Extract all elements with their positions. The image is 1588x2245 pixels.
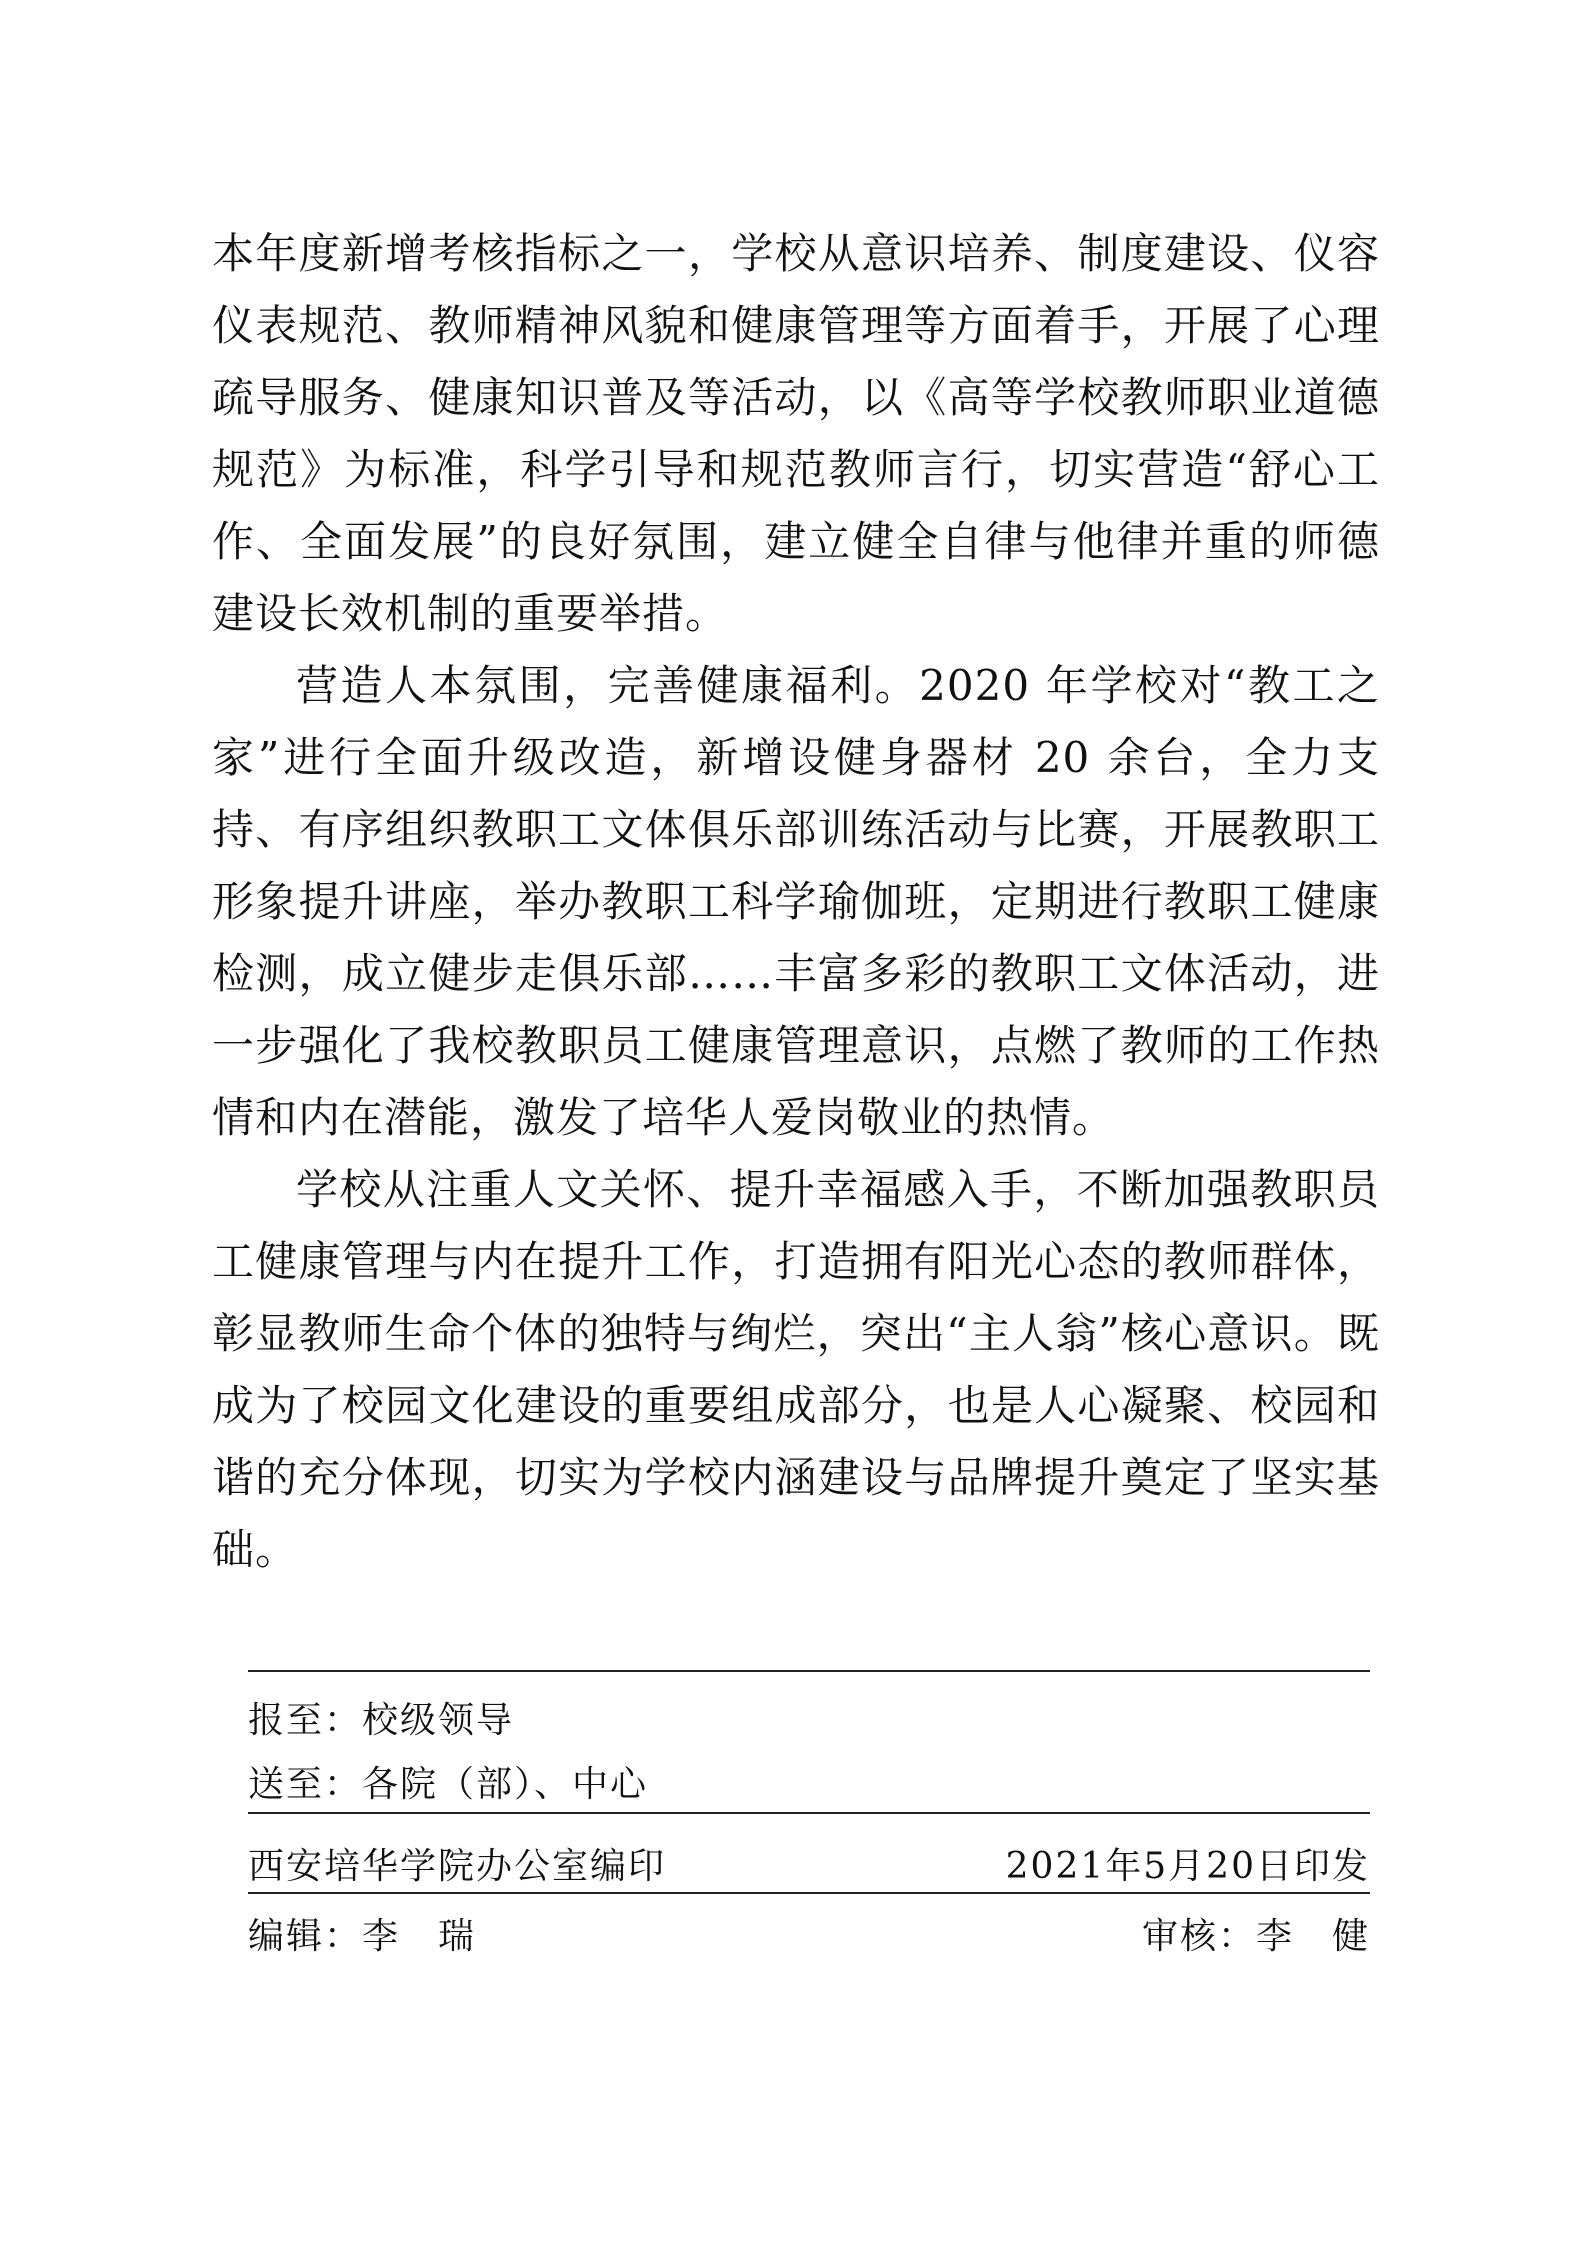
issue-date: 2021年5月20日印发 [1005, 1846, 1370, 1887]
report-to-line: 报至：校级领导 [248, 1700, 515, 1741]
publisher-line: 西安培华学院办公室编印 [248, 1846, 667, 1887]
paragraph-2: 营造人本氛围，完善健康福利。2020 年学校对“教工之家”进行全面升级改造，新增设健身器材 20 余台，全力支持、有序组织教职工文体俱乐部训练活动与比赛，开展教职工形象提升讲座，举办教职工科学瑜伽班，定期进行教职工健康检测，成立健步走俱乐部……丰富多彩的教职工文体活动，进一步强化了我校教职员工健康管理意识，点燃了教师的工作热情和内在潜能，激发了培华人爱岗敬业的热情。 [212, 661, 1380, 1142]
paragraph-3: 学校从注重人文关怀、提升幸福感入手，不断加强教职员工健康管理与内在提升工作，打造拥有阳光心态的教师群体，彰显教师生命个体的独特与绚烂，突出“主人翁”核心意识。既成为了校园文化建设的重要组成部分，也是人心凝聚、校园和谐的充分体现，切实为学校内涵建设与品牌提升奠定了坚实基础。 [212, 1165, 1380, 1574]
reviewer-line: 审核：李 健 [1141, 1916, 1370, 1957]
footer-bottom-rule [248, 1892, 1370, 1894]
paragraph-1: 本年度新增考核指标之一，学校从意识培养、制度建设、仪容仪表规范、教师精神风貌和健康管理等方面着手，开展了心理疏导服务、健康知识普及等活动，以《高等学校教师职业道德规范》为标准，科学引导和规范教师言行，切实营造“舒心工作、全面发展”的良好氛围，建立健全自律与他律并重的师德建设长效机制的重要举措。 [212, 229, 1380, 638]
footer-middle-rule [248, 1812, 1370, 1814]
editor-line: 编辑：李 瑞 [248, 1916, 477, 1957]
body-text [212, 218, 1380, 1586]
send-to-line: 送至：各院（部）、中心 [248, 1764, 649, 1805]
footer-top-rule [248, 1670, 1370, 1672]
